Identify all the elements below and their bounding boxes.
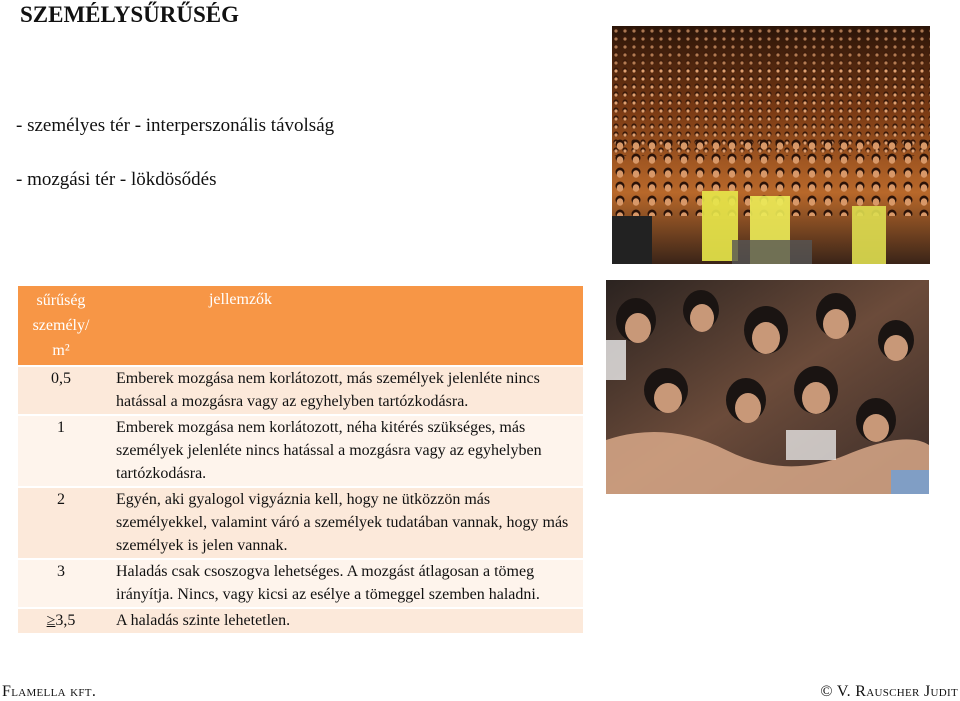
density-value: 1 [18, 415, 104, 487]
density-description: Haladás csak csoszogva lehetséges. A mozgást átlagosan a tömeg irányítja. Nincs, vagy kicsi az esélye a tömeggel szemben haladni. [104, 559, 583, 608]
header-density: sűrűség személy/ m² [18, 286, 104, 366]
density-number: 3,5 [55, 612, 76, 629]
density-description: Emberek mozgása nem korlátozott, más személyek jelenléte nincs hatással a mozgásra vagy az egyhelyben tartózkodásra. [104, 366, 583, 415]
density-table [18, 286, 583, 633]
bullet-personal-space: - személyes tér - interperszonális távolság [16, 115, 335, 136]
table-row [18, 415, 583, 487]
density-description: Egyén, aki gyalogol vigyáznia kell, hogy ne ütközzön más személyekkel, valamint váró a személyek tudatában vannak, hogy más személyek is jelen vannak. [104, 487, 583, 559]
table-row [18, 608, 583, 633]
density-value: 0,5 [18, 366, 104, 415]
stampede-image [606, 280, 929, 494]
stampede-photo [606, 280, 929, 494]
concert-crowd-photo [612, 26, 930, 264]
table-row [18, 487, 583, 559]
table-row [18, 559, 583, 608]
page-title: SZEMÉLYSŰRŰSÉG [20, 2, 240, 27]
footer-author: © V. Rauscher Judit [820, 683, 958, 700]
footer-company: Flamella kft. [2, 683, 97, 700]
density-value: 3 [18, 559, 104, 608]
greater-equal-symbol: ≥ [46, 612, 56, 629]
table-row [18, 366, 583, 415]
density-description: Emberek mozgása nem korlátozott, néha kitérés szükséges, más személyek jelenléte nincs hatással a mozgásra vagy az egyhelyben tartózkodásra. [104, 415, 583, 487]
density-description: A haladás szinte lehetetlen. [104, 608, 583, 633]
density-value [18, 608, 104, 633]
header-characteristics: jellemzők [104, 286, 583, 366]
bullet-movement-space: - mozgási tér - lökdösődés [16, 169, 217, 190]
density-value: 2 [18, 487, 104, 559]
crowd-image [612, 26, 930, 264]
